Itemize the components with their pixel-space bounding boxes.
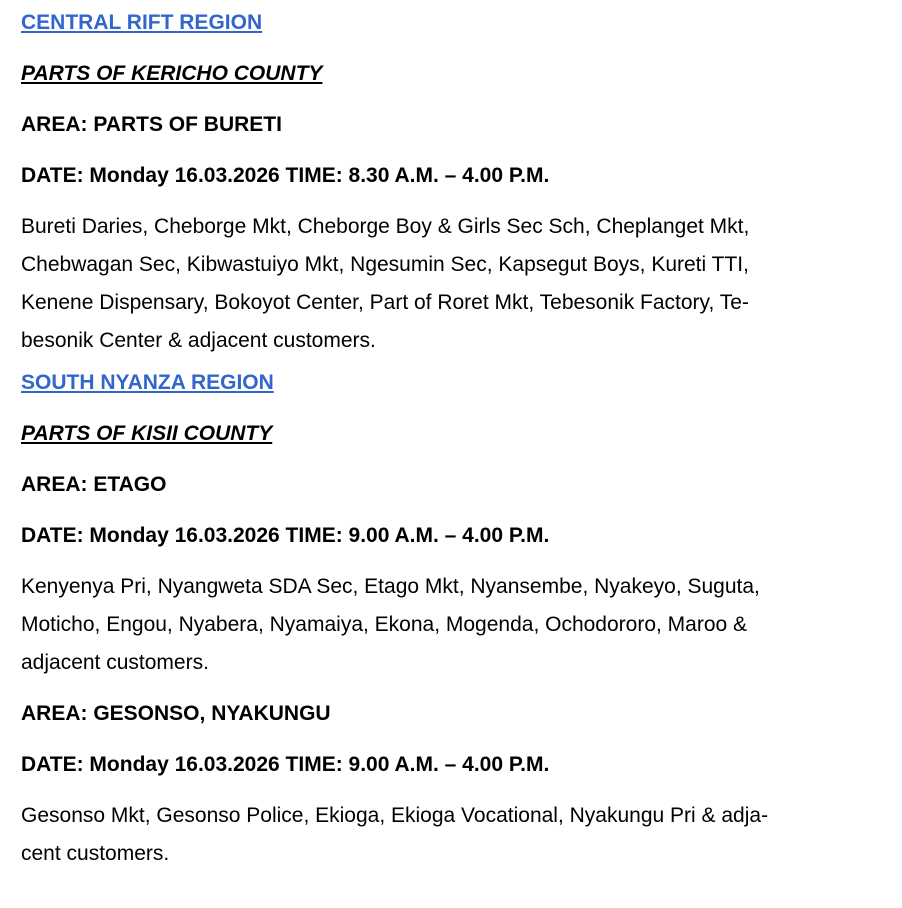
text-line: Gesonso Mkt, Gesonso Police, Ekioga, Ekioga Vocational, Nyakungu Pri & adja- — [21, 804, 769, 827]
text-line: Moticho, Engou, Nyabera, Nyamaiya, Ekona, Mogenda, Ochodororo, Maroo & — [21, 613, 748, 636]
text-line: cent customers. — [21, 842, 170, 865]
area-label-etago: AREA: ETAGO — [21, 473, 167, 496]
affected-locations-gesonso-nyakungu — [21, 797, 881, 873]
date-time-gesonso-nyakungu: DATE: Monday 16.03.2026 TIME: 9.00 A.M. – 4.00 P.M. — [21, 753, 550, 776]
affected-locations-etago — [21, 568, 881, 682]
date-time-bureti: DATE: Monday 16.03.2026 TIME: 8.30 A.M. – 4.00 P.M. — [21, 164, 550, 187]
date-time-etago: DATE: Monday 16.03.2026 TIME: 9.00 A.M. – 4.00 P.M. — [21, 524, 550, 547]
region-heading-central-rift[interactable]: CENTRAL RIFT REGION — [21, 11, 263, 34]
text-line: Chebwagan Sec, Kibwastuiyo Mkt, Ngesumin Sec, Kapsegut Boys, Kureti TTI, — [21, 253, 749, 276]
text-line: Kenene Dispensary, Bokoyot Center, Part of Roret Mkt, Tebesonik Factory, Te- — [21, 291, 749, 314]
affected-locations-bureti — [21, 208, 881, 360]
area-label-bureti: AREA: PARTS OF BURETI — [21, 113, 282, 136]
text-line: Kenyenya Pri, Nyangweta SDA Sec, Etago Mkt, Nyansembe, Nyakeyo, Suguta, — [21, 575, 760, 598]
region-heading-south-nyanza[interactable]: SOUTH NYANZA REGION — [21, 371, 274, 394]
text-line: besonik Center & adjacent customers. — [21, 329, 376, 352]
county-heading-kericho: PARTS OF KERICHO COUNTY — [21, 62, 323, 85]
text-line: adjacent customers. — [21, 651, 209, 674]
county-heading-kisii: PARTS OF KISII COUNTY — [21, 422, 273, 445]
document-page — [21, 0, 881, 873]
text-line: Bureti Daries, Cheborge Mkt, Cheborge Boy & Girls Sec Sch, Cheplanget Mkt, — [21, 215, 750, 238]
area-label-gesonso-nyakungu: AREA: GESONSO, NYAKUNGU — [21, 702, 331, 725]
